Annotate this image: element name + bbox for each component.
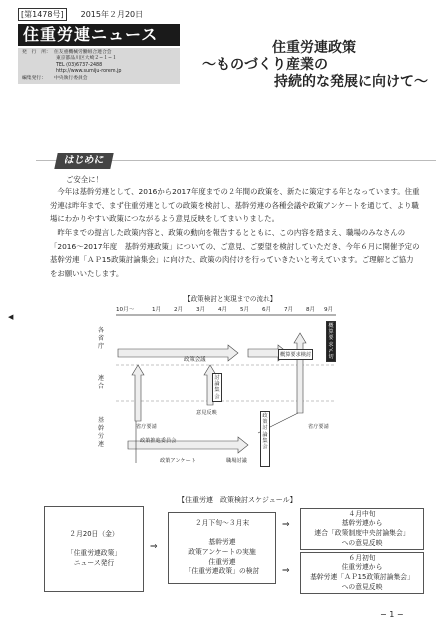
headline-line2: 〜ものづくり産業の [202,57,328,73]
survey-label: 政策アンケート [160,458,197,464]
schedule-step-4: ６月初旬 住重労連から 基幹労連「ＡＰ15政策討論集会」 への意見反映 [300,552,424,594]
month-label: 2月 [174,307,184,313]
ministry-request-label: 省庁要請 [136,424,157,430]
publisher-box: 発 行 所： 住友重機械労働組合連合会 東京都品川区大崎２−１−１ TEL (03)6737-2488 http://www.sumiju-rorem.jp 編集発行： 中央執行委員会 [18,48,180,84]
rengo-forum-box: 討論集会 [212,373,222,402]
schedule-step-2: ２月下旬〜３月末 基幹労連 政策アンケートの実施 住重労連 「住重労連政策」の検討 [168,512,276,584]
month-label: 7月 [284,307,294,313]
policy-meeting-label: 政策会議 [184,357,206,363]
month-label: 1月 [152,307,162,313]
ministry-request-label-2: 省庁要請 [308,424,329,430]
schedule-title: 【住重労連 政策検討スケジュール】 [178,496,297,504]
intro-paragraph-1: 今年は基幹労連として、2016から2017年度までの２年間の政策を、新たに策定する年となっています。住重労連は昨年まで、まず住重労連としての政策を検討し、基幹労連の各種会議や政策アンケートを通じて、より職場にわかりやすい政策につながるよう意見反映をしてまいりました。 [50,187,420,224]
intro-paragraph-2: 昨年までの提言した政策内容と、政策の動向を報告するとともに、この内容を踏まえ、職場のみなさんの「2016〜2017年度 基幹労連政策」についての、ご意見、ご要望を検討していただき、今年６月に開催予定の基幹労連「ＡＰ15政策討論集会」に向けた、政策の肉付けを行っていきたいと考えています。ご理解とご協力をお願いいたします。 [50,228,420,278]
kikan-forum-box: 政策討論集会 [260,411,270,467]
lane-ministries: 各省庁 [98,327,105,350]
lane-rengo: 連合 [98,375,105,390]
month-label: 4月 [218,307,228,313]
month-label: 10月〜 [116,307,135,313]
schedule-arrow-icon: ⇒ [282,520,290,530]
intro-label: はじめに [54,153,113,169]
issue-date: 2015年２月20日 [80,10,144,19]
policy-flow-chart [88,293,360,471]
flow-chart-title: 【政策検討と実現までの流れ】 [184,295,277,303]
flow-chart-lines [88,293,360,471]
month-label: 9月 [324,307,334,313]
policy-committee-label: 政策推進委員会 [140,438,177,444]
page-number: − 1 − [380,610,404,619]
issue-number: [第1478号] [18,8,67,21]
headline-line3: 持続的な発展に向けて〜 [274,74,428,90]
schedule-arrow-icon: ⇒ [282,566,290,576]
page-marker-icon: ◀ [8,313,14,321]
masthead [18,8,180,84]
budget-deadline-box: 概算要求〆切 [326,321,336,362]
schedule-step-3: ４月中旬 基幹労連から 連合「政策制度中央討論集会」 への意見反映 [300,508,424,550]
month-label: 3月 [196,307,206,313]
month-label: 8月 [306,307,316,313]
month-label: 6月 [262,307,272,313]
lane-kikan: 基幹労連 [98,417,105,448]
headline [196,40,432,91]
newsletter-logo: 住重労連ニュース [18,24,180,46]
schedule-arrow-icon: ⇒ [150,542,158,552]
schedule-step-1: ２月20日（金） 「住重労連政策」 ニュース発行 [44,506,144,592]
greeting: ご安全に！ [66,175,103,184]
month-label: 5月 [240,307,250,313]
headline-line1: 住重労連政策 [272,40,356,56]
workplace-discussion-label: 職場討議 [226,458,247,464]
opinion-reflection-label: 意見反映 [196,410,217,416]
budget-review-label: 概算要求検討 [278,349,313,360]
